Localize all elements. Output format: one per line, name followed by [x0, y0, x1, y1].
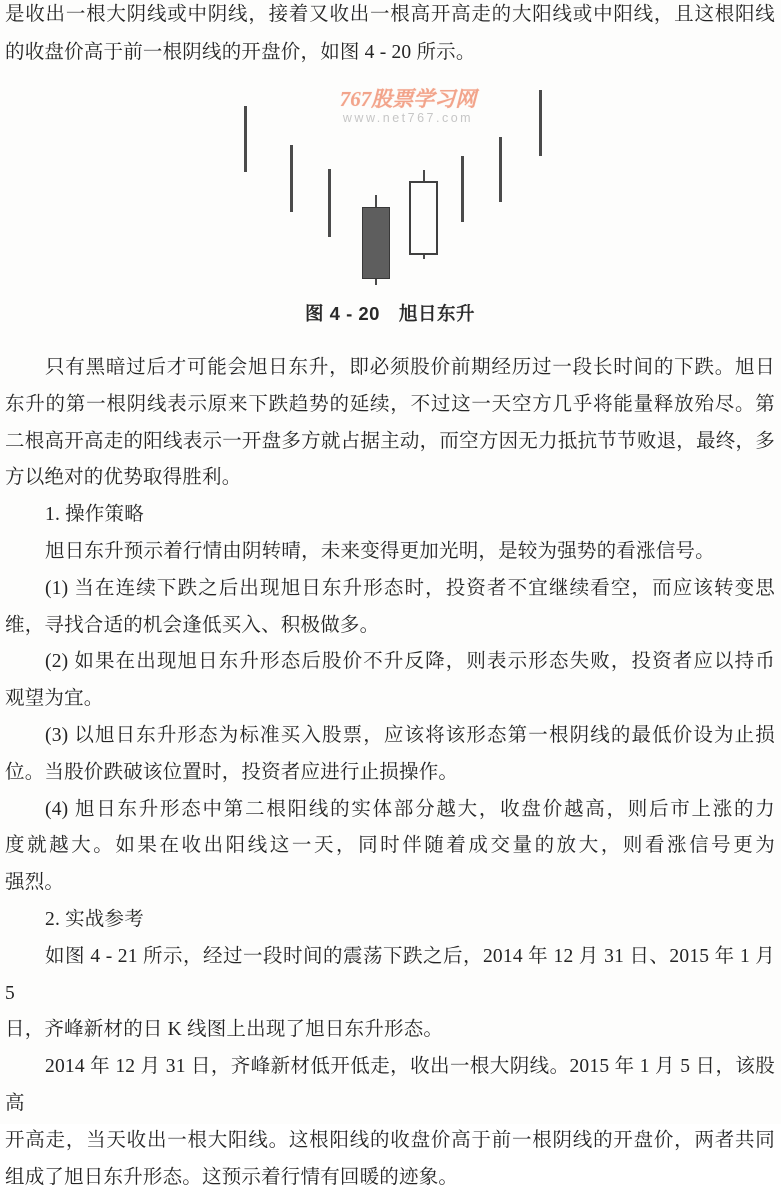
candle-stick-line: [244, 106, 247, 172]
text-line: 位。当股价跌破该位置时，投资者应进行止损操作。: [5, 761, 459, 783]
text-line: 开高走，当天收出一根大阳线。这根阳线的收盘价高于前一根阴线的开盘价，两者共同: [5, 1129, 775, 1151]
text-line: 是收出一根大阴线或中阴线，接着又收出一根高开高走的大阳线或中阳线，且这根阳线: [5, 4, 775, 25]
bearish-candle-lower-wick: [375, 279, 377, 285]
intro-paragraph: [5, 0, 775, 71]
figure-caption: 图 4 - 20 旭日东升: [305, 303, 475, 324]
text-line: 东升的第一根阴线表示原来下跌趋势的延续，不过这一天空方几乎将能量释放殆尽。第: [5, 393, 775, 415]
text-line: 2. 实战参考: [45, 908, 144, 930]
watermark-url: www.net767.com: [342, 111, 474, 125]
bearish-candle-body: [362, 207, 390, 279]
candle-stick-line: [461, 156, 464, 222]
text-line: (4) 旭日东升形态中第二根阳线的实体部分越大，收盘价越高，则后市上涨的力: [45, 798, 775, 820]
text-line: 的收盘价高于前一根阴线的开盘价，如图 4 - 20 所示。: [5, 41, 476, 63]
text-line: 1. 操作策略: [45, 504, 144, 526]
text-line: 二根高开高走的阳线表示一开盘多方就占据主动，而空方因无力抵抗节节败退，最终，多: [5, 430, 775, 452]
body-text: [5, 350, 775, 1196]
candle-stick-line: [539, 90, 542, 156]
text-line: 旭日东升预示着行情由阴转晴，未来变得更加光明，是较为强势的看涨信号。: [45, 540, 715, 562]
text-line: 维，寻找合适的机会逢低买入、积极做多。: [5, 614, 380, 636]
watermark: [328, 87, 488, 126]
text-line: (1) 当在连续下跌之后出现旭日东升形态时，投资者不宜继续看空，而应该转变思: [45, 577, 775, 599]
candle-stick-line: [290, 145, 293, 212]
watermark-logo: 767股票学习网: [339, 87, 477, 111]
text-line: 方以绝对的优势取得胜利。: [5, 467, 242, 489]
bullish-candle-upper-wick: [423, 170, 425, 181]
text-line: (2) 如果在出现旭日东升形态后股价不升反降，则表示形态失败，投资者应以持币: [45, 651, 775, 673]
text-line: 度就越大。如果在收出阳线这一天，同时伴随着成交量的放大，则看涨信号更为: [5, 835, 775, 857]
bullish-candle-lower-wick: [423, 255, 425, 259]
candlestick-figure: [200, 85, 580, 301]
text-line: 如图 4 - 21 所示，经过一段时间的震荡下跌之后，2014 年 12 月 31 日、2015 年 1 月 5: [5, 945, 775, 1004]
text-line: 日，齐峰新材的日 K 线图上出现了旭日东升形态。: [5, 1019, 444, 1041]
candle-stick-line: [499, 137, 502, 202]
candle-stick-line: [328, 169, 331, 237]
bearish-candle-upper-wick: [375, 195, 377, 207]
text-line: 强烈。: [5, 872, 65, 894]
bullish-candle-body: [409, 181, 438, 255]
text-line: 2014 年 12 月 31 日，齐峰新材低开低走，收出一根大阴线。2015 年 1 月 5 日，该股高: [5, 1056, 775, 1114]
text-line: 只有黑暗过后才可能会旭日东升，即必须股价前期经历过一段长时间的下跌。旭日: [45, 357, 775, 378]
text-line: 组成了旭日东升形态。这预示着行情有回暖的迹象。: [5, 1166, 459, 1188]
text-line: (3) 以旭日东升形态为标准买入股票，应该将该形态第一根阴线的最低价设为止损: [45, 724, 775, 746]
text-line: 观望为宜。: [5, 688, 104, 710]
